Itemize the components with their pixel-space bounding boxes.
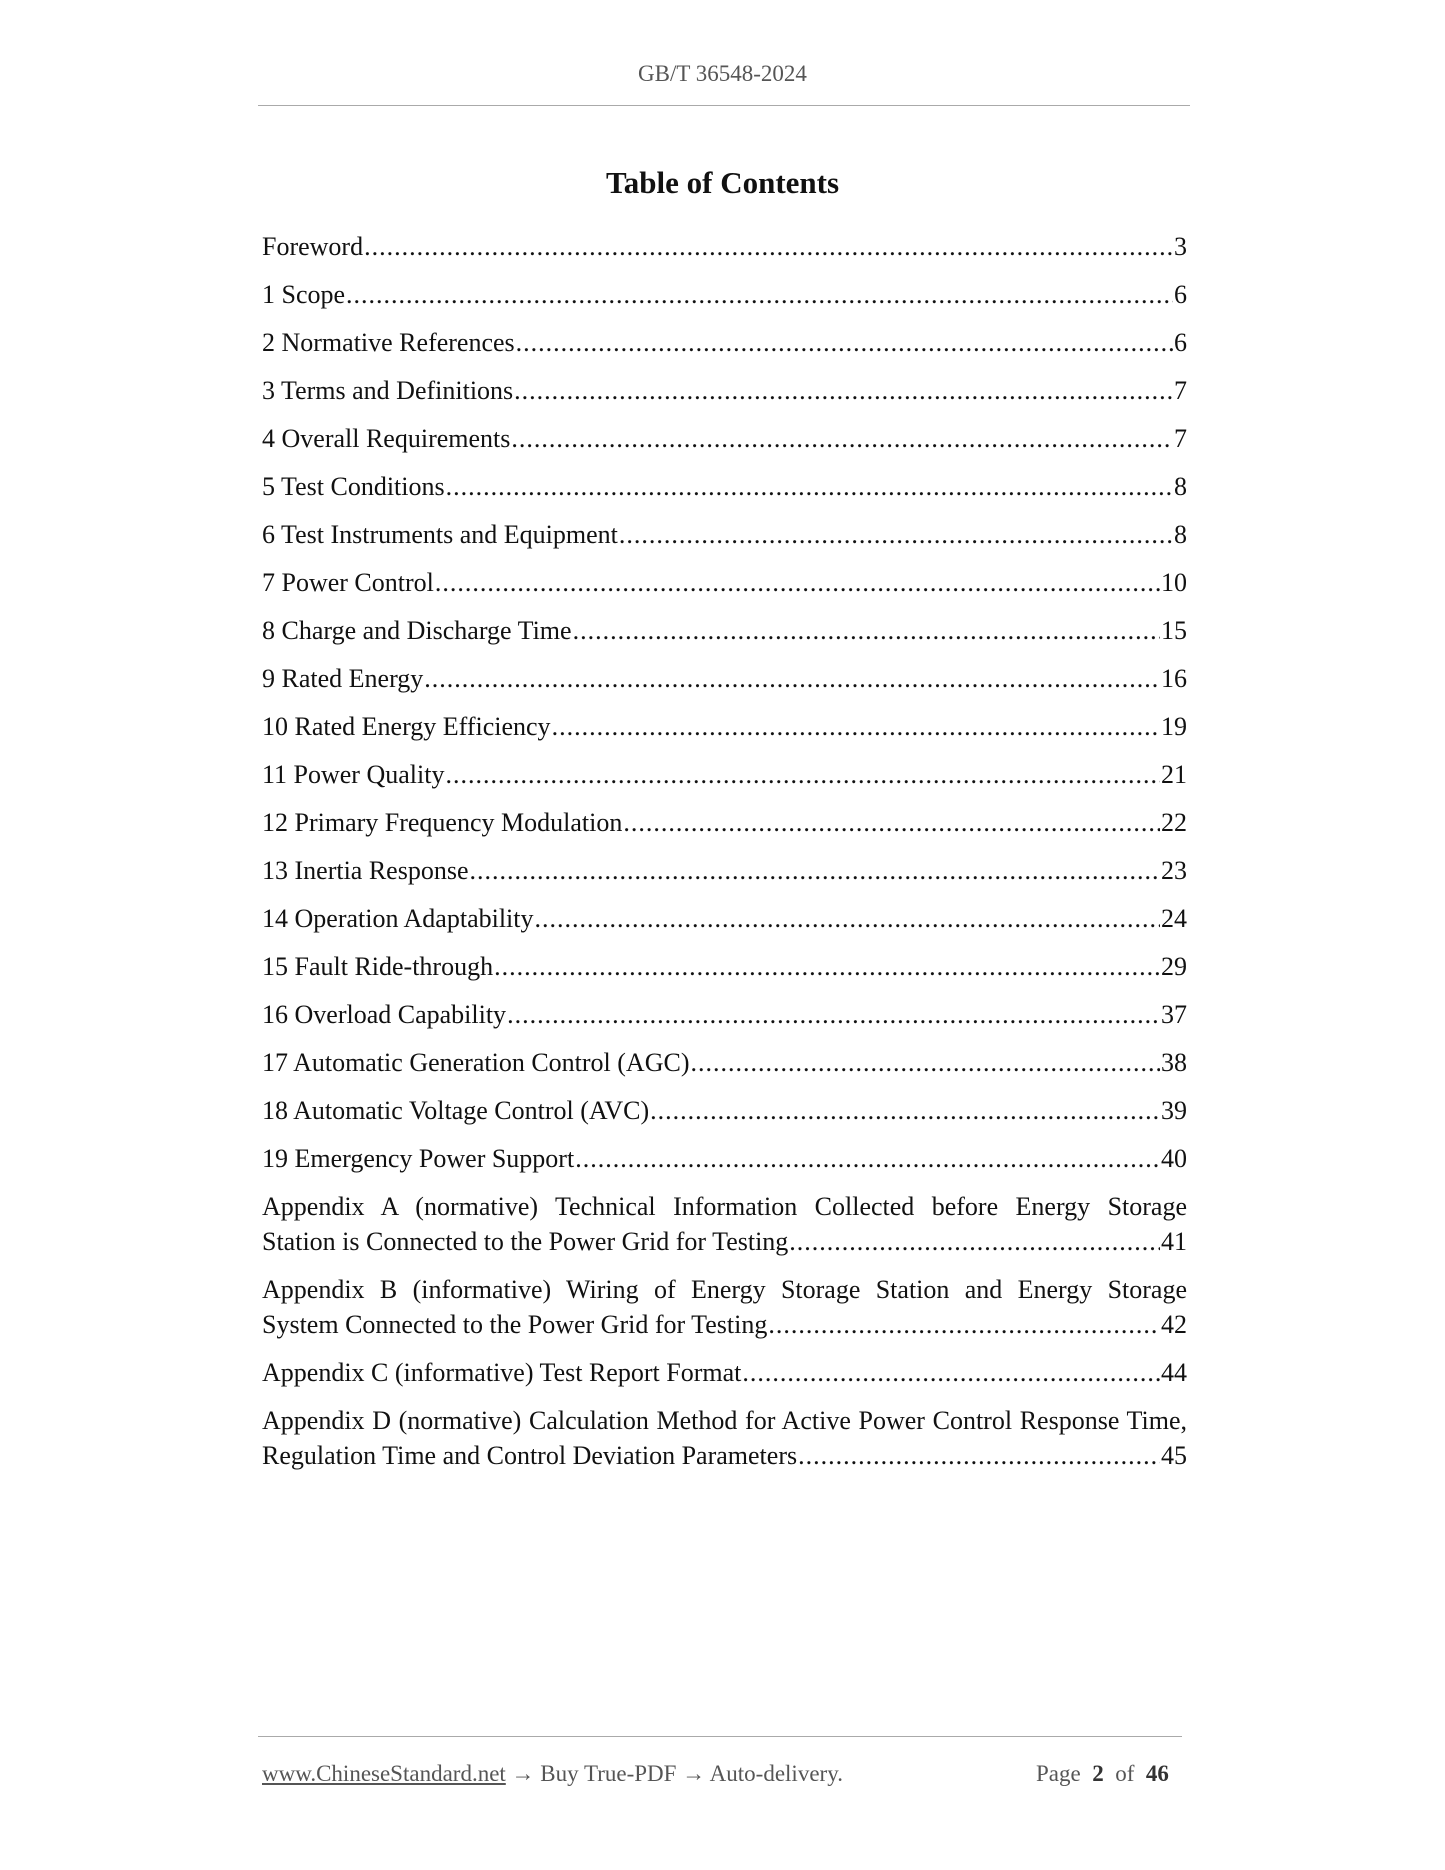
- toc-entry-page: 29: [1161, 952, 1187, 981]
- dot-leader: [742, 1355, 1160, 1391]
- toc-entry-label: 5 Test Conditions: [262, 472, 445, 501]
- dot-leader: [798, 1438, 1160, 1473]
- toc-entry-label: 16 Overload Capability: [262, 1000, 507, 1029]
- auto-delivery-text: Auto-delivery.: [709, 1761, 843, 1786]
- dot-leader: [789, 1224, 1160, 1259]
- dot-leader: [575, 1141, 1160, 1177]
- toc-entry-label: 11 Power Quality: [262, 760, 445, 789]
- toc-entry-label: 6 Test Instruments and Equipment: [262, 520, 618, 549]
- toc-entry-rated-energy-efficiency[interactable]: [262, 709, 1187, 757]
- page-word: Page: [1036, 1761, 1081, 1786]
- dot-leader: [445, 757, 1160, 793]
- dot-leader: [552, 709, 1160, 745]
- dot-leader: [470, 853, 1160, 889]
- toc-entry-label: 12 Primary Frequency Modulation: [262, 808, 623, 837]
- toc-entry-page: 8: [1174, 472, 1187, 501]
- toc-entry-label-line1: Appendix B (informative) Wiring of Energy Storage Station and Energy Storage: [262, 1275, 1187, 1304]
- toc-entry-label: 7 Power Control: [262, 568, 434, 597]
- toc-entry-label-line2: System Connected to the Power Grid for Testing: [262, 1310, 768, 1339]
- toc-entry-page: 40: [1161, 1144, 1187, 1173]
- toc-entry-label: 2 Normative References: [262, 328, 515, 357]
- dot-leader: [535, 901, 1160, 937]
- toc-entry-overall-requirements[interactable]: [262, 421, 1187, 469]
- toc-entry-appendix-d[interactable]: [262, 1403, 1187, 1486]
- toc-entry-appendix-b[interactable]: [262, 1272, 1187, 1355]
- toc-entry-page: 39: [1161, 1096, 1187, 1125]
- page-indicator: [1036, 1760, 1169, 1788]
- dot-leader: [424, 661, 1160, 697]
- toc-entry-overload-capability[interactable]: [262, 997, 1187, 1045]
- toc-entry-test-instruments[interactable]: [262, 517, 1187, 565]
- dot-leader: [511, 421, 1173, 457]
- toc-entry-page: 45: [1161, 1441, 1187, 1470]
- toc-entry-label: 10 Rated Energy Efficiency: [262, 712, 551, 741]
- dot-leader: [650, 1093, 1160, 1129]
- toc-entry-label-line2: Station is Connected to the Power Grid for Testing: [262, 1227, 789, 1256]
- toc-entry-label-line1: Appendix A (normative) Technical Information Collected before Energy Storage: [262, 1192, 1187, 1221]
- dot-leader: [514, 373, 1173, 409]
- arrow-right-icon: →: [511, 1761, 535, 1786]
- site-link[interactable]: www.ChineseStandard.net: [262, 1761, 506, 1786]
- toc-entry-page: 42: [1161, 1310, 1187, 1339]
- toc-entry-primary-frequency[interactable]: [262, 805, 1187, 853]
- toc-entry-test-conditions[interactable]: [262, 469, 1187, 517]
- toc-entry-label-line2: Regulation Time and Control Deviation Parameters: [262, 1441, 798, 1470]
- toc-entry-rated-energy[interactable]: [262, 661, 1187, 709]
- dot-leader: [768, 1307, 1160, 1342]
- toc-entry-page: 6: [1174, 328, 1187, 357]
- toc-entry-foreword[interactable]: [262, 229, 1187, 277]
- toc-entry-page: 7: [1174, 424, 1187, 453]
- toc-entry-label-line2-row: [262, 1438, 1187, 1473]
- page-title: Table of Contents: [605, 165, 840, 200]
- dot-leader: [623, 805, 1160, 841]
- toc-entry-label: 3 Terms and Definitions: [262, 376, 514, 405]
- toc-entry-inertia-response[interactable]: [262, 853, 1187, 901]
- toc-entry-label: 9 Rated Energy: [262, 664, 424, 693]
- toc-entry-page: 15: [1161, 616, 1187, 645]
- toc-entry-page: 6: [1174, 280, 1187, 309]
- toc-entry-normative-references[interactable]: [262, 325, 1187, 373]
- dot-leader: [346, 277, 1173, 313]
- toc-entry-fault-ride-through[interactable]: [262, 949, 1187, 997]
- toc-entry-label: 15 Fault Ride-through: [262, 952, 494, 981]
- toc-entry-page: 21: [1161, 760, 1187, 789]
- dot-leader: [573, 613, 1160, 649]
- toc-entry-label: 14 Operation Adaptability: [262, 904, 534, 933]
- toc-entry-page: 10: [1161, 568, 1187, 597]
- dot-leader: [507, 997, 1160, 1033]
- toc-entry-label: 18 Automatic Voltage Control (AVC): [262, 1096, 650, 1125]
- toc-entry-label-line2-row: [262, 1307, 1187, 1342]
- toc-entry-page: 7: [1174, 376, 1187, 405]
- toc-entry-appendix-a[interactable]: [262, 1189, 1187, 1272]
- toc-entry-agc[interactable]: [262, 1045, 1187, 1093]
- toc-entry-page: 23: [1161, 856, 1187, 885]
- toc-entry-charge-discharge[interactable]: [262, 613, 1187, 661]
- toc-entry-page: 37: [1161, 1000, 1187, 1029]
- dot-leader: [364, 229, 1173, 265]
- toc-entry-label: 19 Emergency Power Support: [262, 1144, 575, 1173]
- dot-leader: [494, 949, 1160, 985]
- toc-entry-emergency-power[interactable]: [262, 1141, 1187, 1189]
- toc-entry-page: 16: [1161, 664, 1187, 693]
- dot-leader: [446, 469, 1173, 505]
- footer-divider: [258, 1736, 1182, 1737]
- toc-entry-label: 4 Overall Requirements: [262, 424, 511, 453]
- toc-entry-operation-adaptability[interactable]: [262, 901, 1187, 949]
- toc-entry-scope[interactable]: [262, 277, 1187, 325]
- header-divider: [258, 105, 1190, 106]
- of-word: of: [1115, 1761, 1135, 1786]
- dot-leader: [619, 517, 1173, 553]
- dot-leader: [435, 565, 1160, 601]
- toc-entry-page: 38: [1161, 1048, 1187, 1077]
- footer-promo: [262, 1760, 843, 1788]
- dot-leader: [690, 1045, 1160, 1081]
- toc-entry-avc[interactable]: [262, 1093, 1187, 1141]
- buy-true-pdf-link[interactable]: Buy True-PDF: [540, 1761, 677, 1786]
- total-page-count: 46: [1145, 1761, 1169, 1786]
- toc-entry-page: 3: [1174, 232, 1187, 261]
- toc-entry-label: Appendix C (informative) Test Report Format: [262, 1358, 742, 1387]
- toc-entry-label: 13 Inertia Response: [262, 856, 469, 885]
- toc-entry-label: Foreword: [262, 232, 364, 261]
- document-code: GB/T 36548-2024: [638, 61, 807, 86]
- toc-entry-label: 8 Charge and Discharge Time: [262, 616, 572, 645]
- table-of-contents: [262, 229, 1187, 1486]
- current-page-number: 2: [1092, 1761, 1104, 1786]
- toc-entry-page: 22: [1161, 808, 1187, 837]
- toc-entry-page: 41: [1161, 1227, 1187, 1256]
- toc-entry-label: 17 Automatic Generation Control (AGC): [262, 1048, 690, 1077]
- toc-entry-page: 8: [1174, 520, 1187, 549]
- toc-entry-label-line1: Appendix D (normative) Calculation Method for Active Power Control Response Time,: [262, 1406, 1187, 1435]
- toc-entry-power-quality[interactable]: [262, 757, 1187, 805]
- toc-entry-page: 44: [1161, 1358, 1187, 1387]
- toc-entry-page: 19: [1161, 712, 1187, 741]
- toc-entry-terms-definitions[interactable]: [262, 373, 1187, 421]
- toc-entry-label: 1 Scope: [262, 280, 346, 309]
- dot-leader: [516, 325, 1173, 361]
- toc-entry-page: 24: [1161, 904, 1187, 933]
- toc-entry-power-control[interactable]: [262, 565, 1187, 613]
- toc-entry-label-line2-row: [262, 1224, 1187, 1259]
- arrow-right-icon: →: [682, 1761, 706, 1786]
- toc-entry-appendix-c[interactable]: [262, 1355, 1187, 1403]
